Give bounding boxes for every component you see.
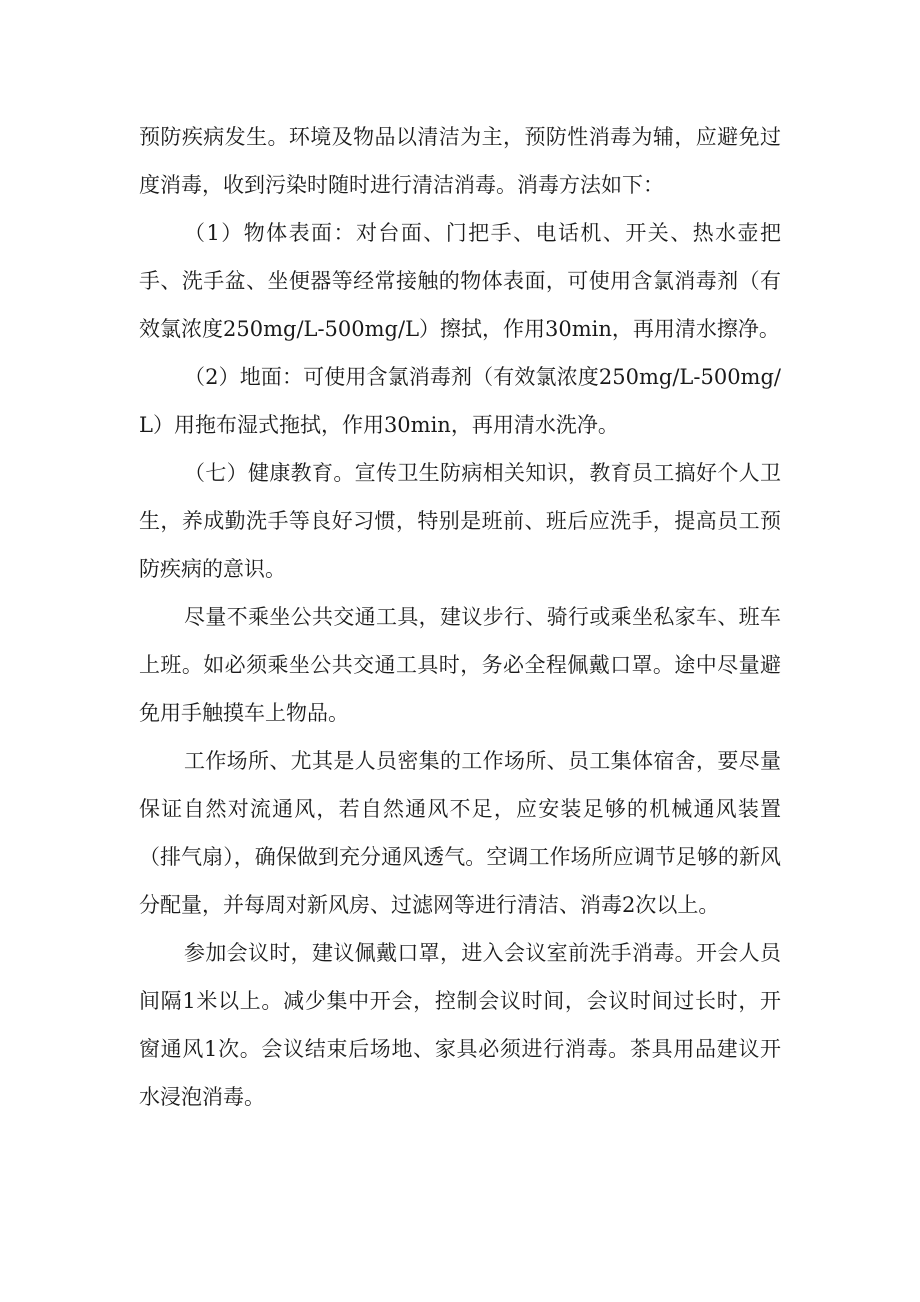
paragraph-floor: （2）地面：可使用含氯消毒剂（有效氯浓度250mg/L-500mg/L）用拖布湿式拖拭，作用30min，再用清水洗净。: [139, 365, 781, 437]
document-body: [139, 113, 781, 1121]
paragraph-health-education: （七）健康教育。宣传卫生防病相关知识，教育员工搞好个人卫生，养成勤洗手等良好习惯，特别是班前、班后应洗手，提高员工预防疾病的意识。: [139, 461, 781, 581]
paragraph-commute: 尽量不乘坐公共交通工具，建议步行、骑行或乘坐私家车、班车上班。如必须乘坐公共交通工具时，务必全程佩戴口罩。途中尽量避免用手触摸车上物品。: [139, 605, 781, 725]
paragraph-workplace-ventilation: 工作场所、尤其是人员密集的工作场所、员工集体宿舍，要尽量保证自然对流通风，若自然通风不足，应安装足够的机械通风装置（排气扇），确保做到充分通风透气。空调工作场所应调节足够的新风分配量，并每周对新风房、过滤网等进行清洁、消毒2次以上。: [139, 749, 781, 917]
paragraph-object-surface: （1）物体表面：对台面、门把手、电话机、开关、热水壶把手、洗手盆、坐便器等经常接触的物体表面，可使用含氯消毒剂（有效氯浓度250mg/L-500mg/L）擦拭，作用30min，再用清水擦净。: [139, 221, 781, 341]
paragraph-disinfection-intro: 预防疾病发生。环境及物品以清洁为主，预防性消毒为辅，应避免过度消毒，收到污染时随时进行清洁消毒。消毒方法如下：: [139, 125, 781, 197]
paragraph-meetings: 参加会议时，建议佩戴口罩，进入会议室前洗手消毒。开会人员间隔1米以上。减少集中开会，控制会议时间，会议时间过长时，开窗通风1次。会议结束后场地、家具必须进行消毒。茶具用品建议开水浸泡消毒。: [139, 941, 781, 1109]
